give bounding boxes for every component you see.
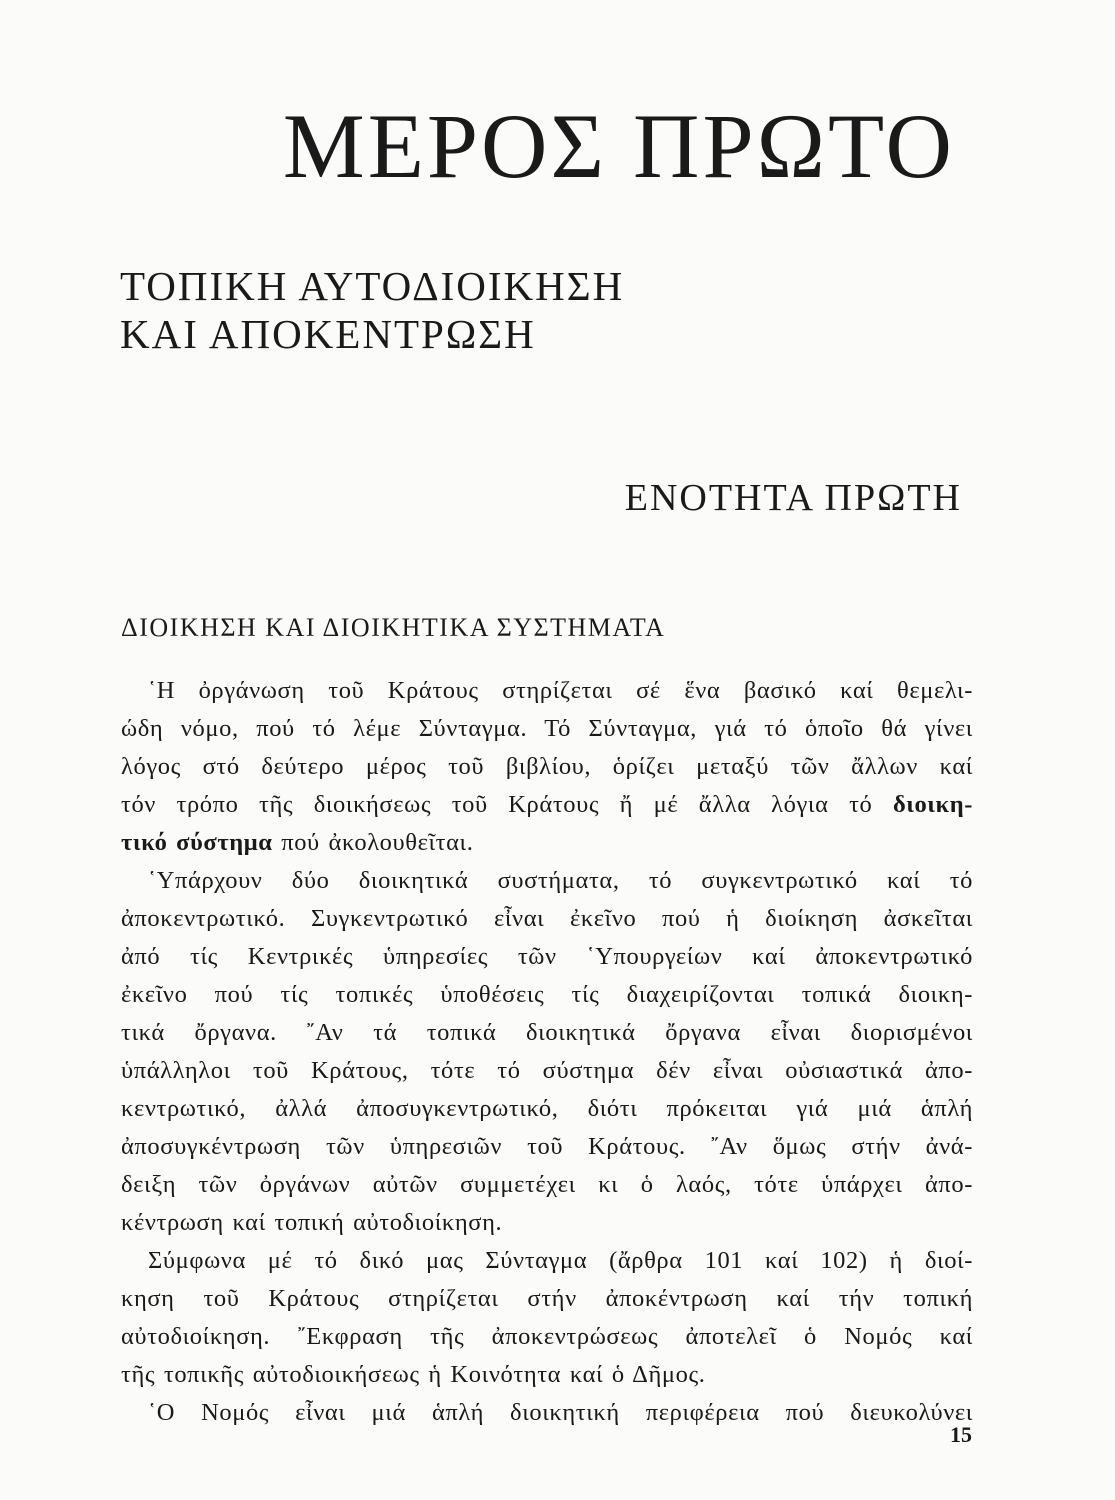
body-line: ἀποκεντρωτικό. Συγκεντρωτικό εἶναι ἐκεῖνο πού ἡ διοίκηση ἀσκεῖται [121,905,973,932]
body-line-text: πού ἀκολουθεῖται. [281,829,474,856]
body-line: τικά ὄργανα. ῎Αν τά τοπικά διοικητικά ὄργανα εἶναι διορισμένοι [121,1019,973,1046]
body-line: ἐκεῖνο πού τίς τοπικές ὑποθέσεις τίς διαχειρίζονται τοπικά διοικη- [121,981,973,1008]
body-line: αὐτοδιοίκηση. ῎Εκφραση τῆς ἀποκεντρώσεως ἀποτελεῖ ὁ Νομός καί [121,1323,973,1350]
body-line: κέντρωση καί τοπική αὐτοδιοίκηση. [121,1209,503,1236]
body-line: ῾Ο Νομός εἶναι μιά ἁπλή διοικητική περιφέρεια πού διευκολύνει [148,1399,973,1426]
body-line: ώδη νόμο, πού τό λέμε Σύνταγμα. Τό Σύνταγμα, γιά τό ὁποῖο θά γίνει [121,715,973,742]
body-line: τῆς τοπικῆς αὐτοδιοικήσεως ἡ Κοινότητα καί ὁ Δῆμος. [121,1361,706,1388]
body-line: Σύμφωνα μέ τό δικό μας Σύνταγμα (ἄρθρα 101 καί 102) ἡ διοί- [148,1247,973,1274]
body-line: κεντρωτικό, ἀλλά ἀποσυγκεντρωτικό, διότι πρόκειται γιά μιά ἁπλή [121,1095,973,1122]
section-title-line-2: ΚΑΙ ΑΠΟΚΕΝΤΡΩΣΗ [120,311,536,357]
bold-term: διοικη- [892,791,973,818]
section-title [120,262,624,358]
body-line [121,786,973,824]
body-line: κηση τοῦ Κράτους στηρίζεται στήν ἀποκέντρωση καί τήν τοπική [121,1285,973,1312]
body-line: ὑπάλληλοι τοῦ Κράτους, τότε τό σύστημα δέν εἶναι οὐσιαστικά ἀπο- [121,1057,973,1084]
chapter-title: ΔΙΟΙΚΗΣΗ ΚΑΙ ΔΙΟΙΚΗΤΙΚΑ ΣΥΣΤΗΜΑΤΑ [121,613,666,642]
unit-title: ΕΝΟΤΗΤΑ ΠΡΩΤΗ [624,477,962,519]
body-line: ἀπό τίς Κεντρικές ὑπηρεσίες τῶν ῾Υπουργείων καί ἀποκεντρωτικό [121,943,973,970]
part-title: ΜΕΡΟΣ ΠΡΩΤΟ [282,95,955,197]
body-line [121,824,973,862]
body-line: ἀποσυγκέντρωση τῶν ὑπηρεσιῶν τοῦ Κράτους. ῎Αν ὅμως στήν ἀνά- [121,1133,973,1160]
body-line: ῾Υπάρχουν δύο διοικητικά συστήματα, τό συγκεντρωτικό καί τό [148,867,973,894]
bold-term: τικό σύστημα [121,829,273,856]
body-text [121,672,973,1432]
body-line: ῾Η ὀργάνωση τοῦ Κράτους στηρίζεται σέ ἕνα βασικό καί θεμελι- [148,677,973,704]
body-line: λόγος στό δεύτερο μέρος τοῦ βιβλίου, ὁρίζει μεταξύ τῶν ἄλλων καί [121,753,973,780]
section-title-line-1: ΤΟΠΙΚΗ ΑΥΤΟΔΙΟΙΚΗΣΗ [120,263,625,309]
body-line-text: τόν τρόπο τῆς διοικήσεως τοῦ Κράτους ἤ μέ ἄλλα λόγια τό [121,791,873,818]
body-line: δειξη τῶν ὀργάνων αὐτῶν συμμετέχει κι ὁ λαός, τότε ὑπάρχει ἀπο- [121,1171,973,1198]
page-number: 15 [950,1422,972,1447]
